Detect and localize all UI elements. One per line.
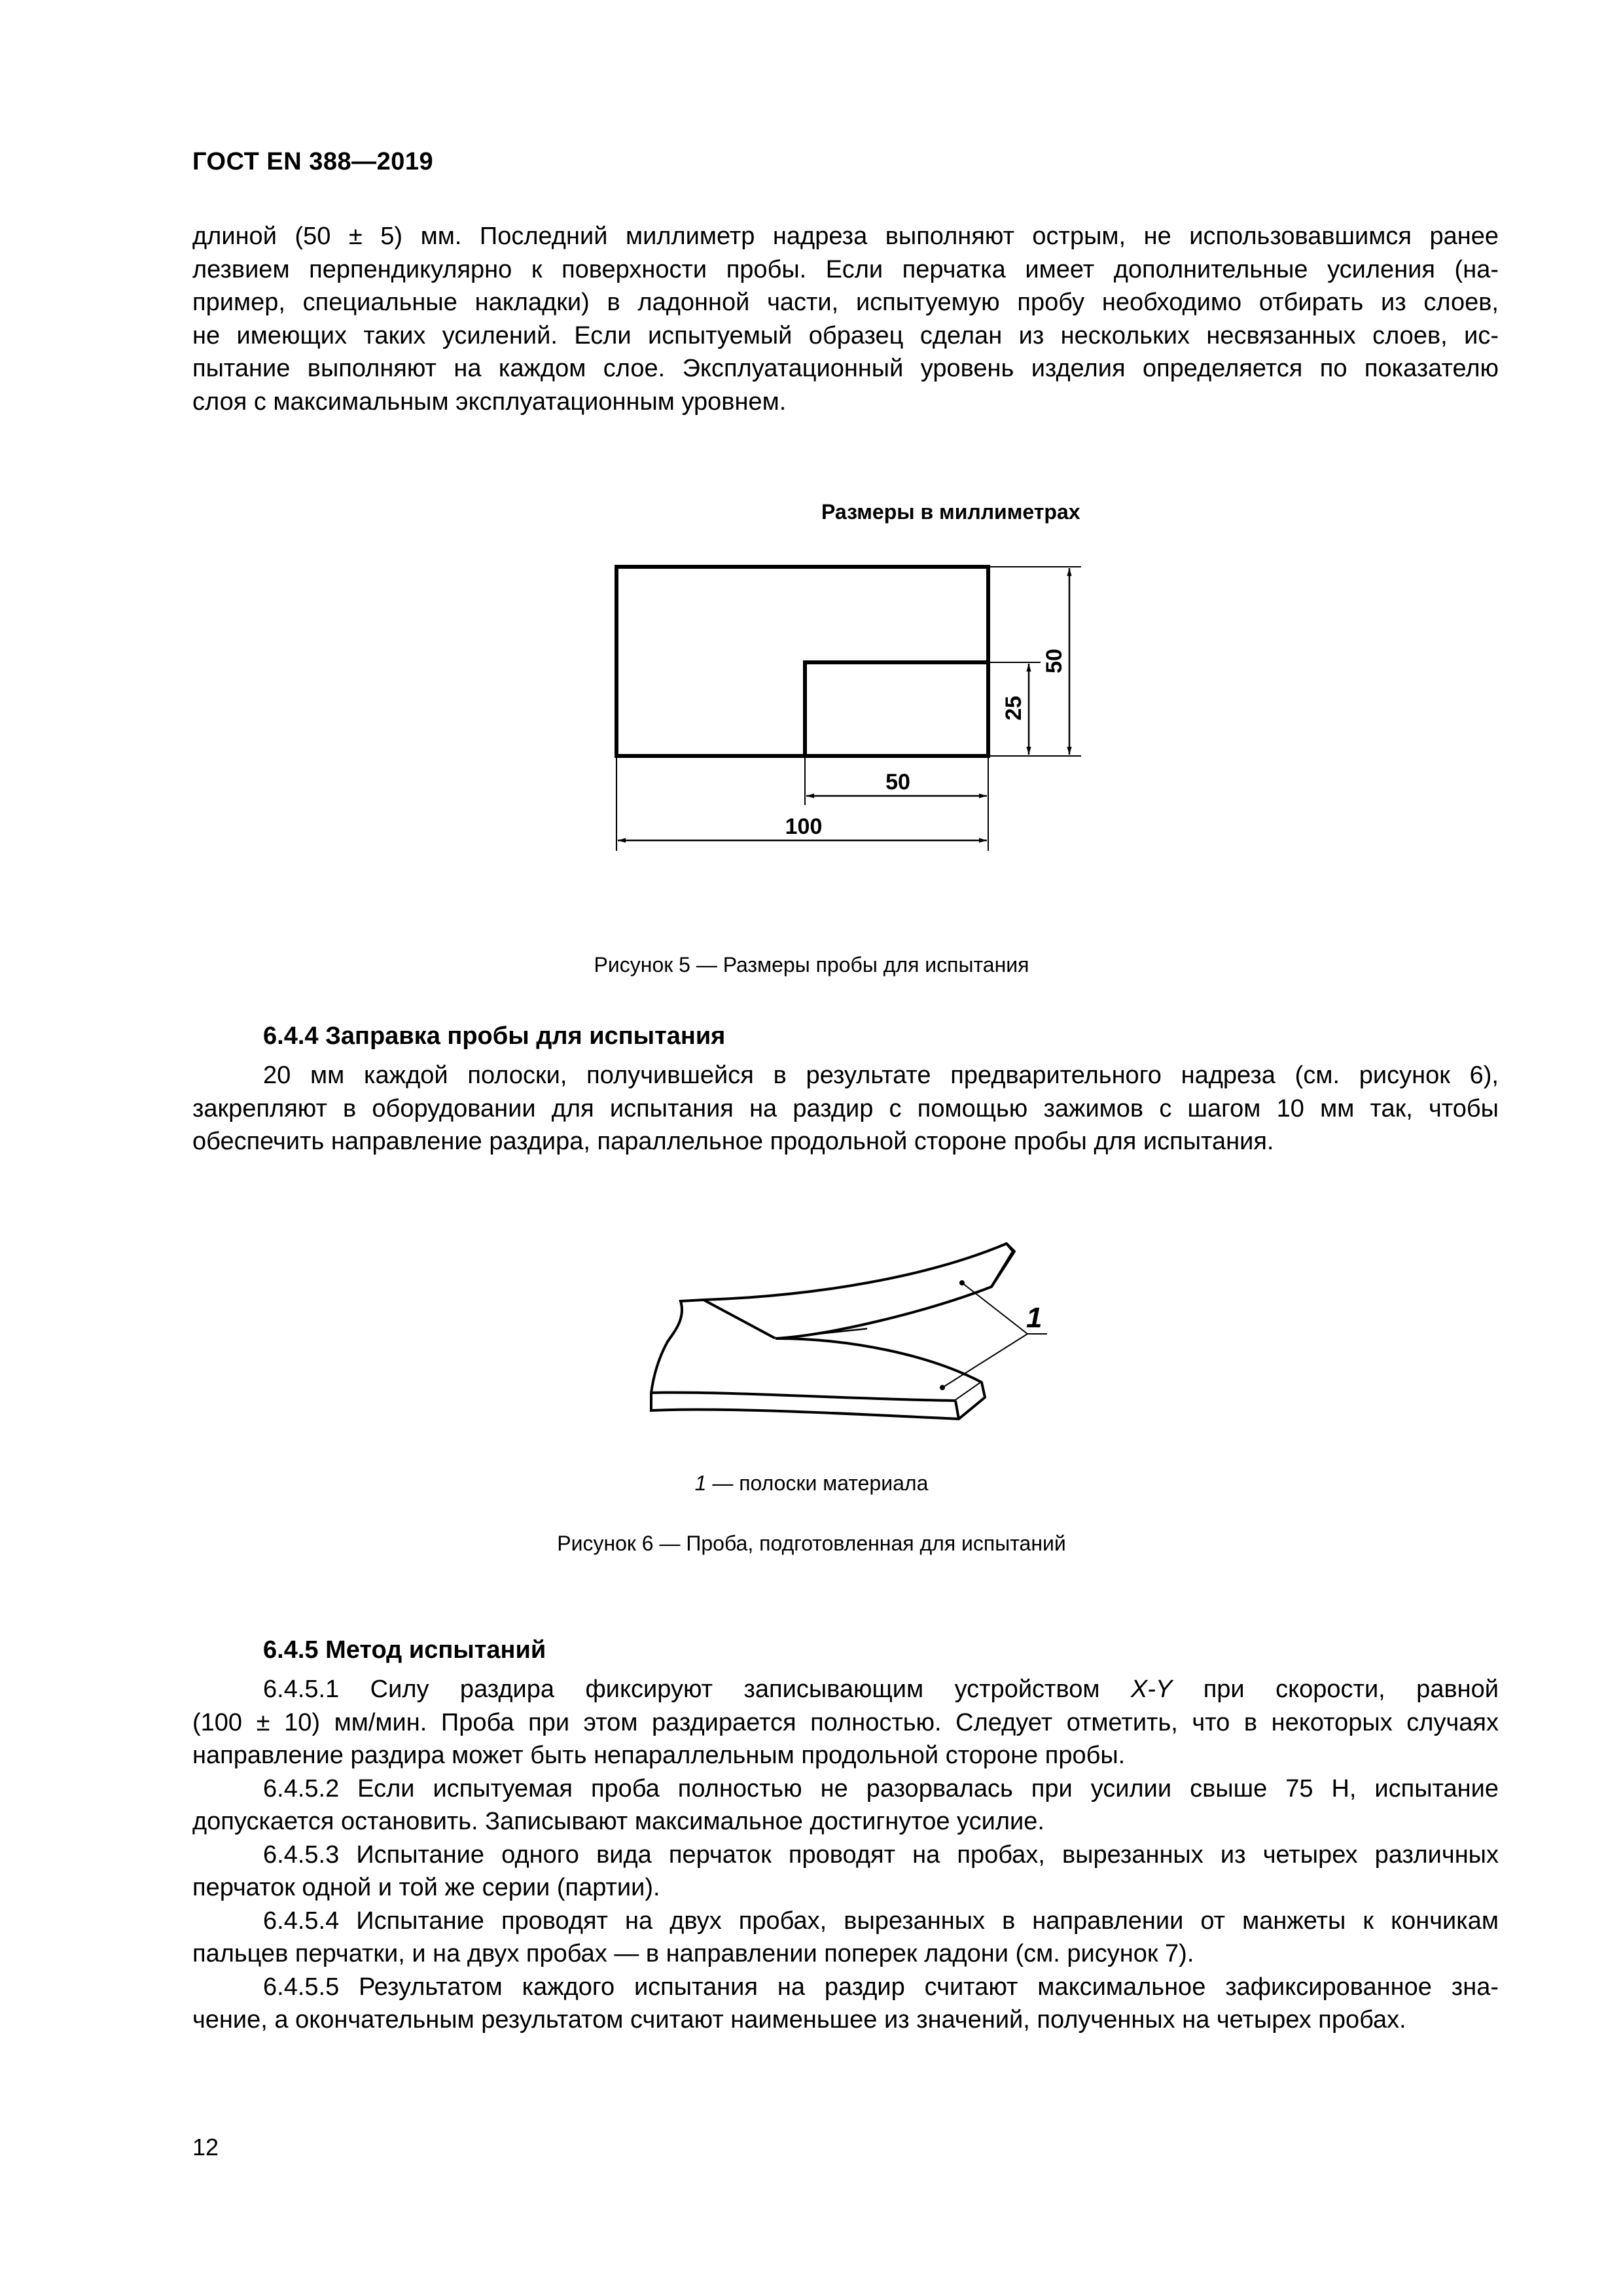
section-heading-6-4-5: 6.4.5 Метод испытаний [263, 1636, 546, 1664]
section-heading-6-4-4: 6.4.4 Заправка пробы для испытания [263, 1022, 726, 1050]
text-line: обеспечить направление раздира, параллельное продольной стороне пробы для испытания. [192, 1128, 1274, 1155]
text-line: пальцев перчатки, и на двух пробах — в направлении поперек ладони (см. рисунок 7). [192, 1940, 1194, 1967]
text-line: пытание выполняют на каждом слое. Эксплуатационный уровень изделия определяется по показателю [192, 355, 1499, 382]
legend-text: — полоски материала [706, 1471, 929, 1495]
cut-outline [805, 662, 988, 756]
text-line: 6.4.5.2 Если испытуемая проба полностью не разорвалась при усилии свыше 75 Н, испытание [263, 1774, 1499, 1803]
figure-6-drawing [0, 1211, 1623, 1486]
dim-label-25-vertical: 25 [1001, 696, 1026, 721]
figure-6-caption: Рисунок 6 — Проба, подготовленная для испытаний [557, 1532, 1066, 1555]
text-line: перчаток одной и той же серии (партии). [192, 1874, 660, 1901]
text-line: лезвием перпендикулярно к поверхности пробы. Если перчатка имеет дополнительные усиления (на- [192, 255, 1499, 283]
text-line: длиной (50 ± 5) мм. Последний миллиметр надреза выполняют острым, не использовавшимся ранее [192, 223, 1499, 250]
text-line: 6.4.5.3 Испытание одного вида перчаток проводят на пробах, вырезанных из четырех различных [263, 1840, 1499, 1869]
text-line: слоя с максимальным эксплуатационным уровнем. [192, 387, 787, 416]
text-line: допускается остановить. Записывают максимальное достигнутое усилие. [192, 1808, 1044, 1835]
lower-strip [651, 1338, 982, 1401]
xy-recorder-term: X-Y [1130, 1676, 1173, 1703]
figure-6-legend [0, 1471, 1623, 1496]
text-line: чение, а окончательным результатом считают наименьшее из значений, полученных на четырех пробах. [192, 2006, 1406, 2034]
text-line: закрепляют в оборудовании для испытания на раздир с помощью зажимов с шагом 10 мм так, чтобы [192, 1094, 1499, 1122]
dim-label-100-horizontal: 100 [785, 814, 823, 839]
dim-label-50-vertical: 50 [1042, 649, 1067, 673]
paragraph-6-4-5-1-line: 6.4.5.1 Силу раздира фиксируют записывающим устройством X-Y при скорости, равной [263, 1676, 1499, 1703]
callout-label: 1 [1026, 1302, 1043, 1334]
dim-label-50-horizontal: 50 [885, 770, 910, 795]
page-number: 12 [192, 2134, 219, 2161]
upper-strip [704, 1244, 1014, 1338]
text-line: (100 ± 10) мм/мин. Проба при этом раздирается полностью. Следует отметить, что в некоторых случаях [192, 1708, 1499, 1736]
legend-number: 1 [694, 1471, 707, 1495]
text-line: 6.4.5.5 Результатом каждого испытания на раздир считают максимальное зафиксированное зна- [263, 1973, 1499, 2001]
dimension-note: Размеры в миллиметрах [821, 500, 1080, 524]
section-6-4-4-paragraph [192, 1059, 1499, 1158]
figure-5-caption: Рисунок 5 — Размеры пробы для испытания [594, 953, 1029, 977]
text-line: 20 мм каждой полоски, получившейся в результате предварительного надреза (см. рисунок 6), [263, 1062, 1499, 1089]
text-line: направление раздира может быть непараллельным продольной стороне пробы. [192, 1742, 1126, 1769]
section-6-4-5-paragraphs [192, 1673, 1499, 2037]
text-line: 6.4.5.4 Испытание проводят на двух пробах, вырезанных в направлении от манжеты к кончикам [263, 1907, 1499, 1935]
text-line: пример, специальные накладки) в ладонной части, испытуемую пробу необходимо отбирать из слоев, [192, 289, 1499, 316]
text-line: не имеющих таких усилений. Если испытуемый образец сделан из нескольких несвязанных слоев, ис- [192, 321, 1499, 350]
figure-5-drawing [0, 0, 1623, 916]
document-header: ГОСТ EN 388—2019 [192, 148, 434, 175]
